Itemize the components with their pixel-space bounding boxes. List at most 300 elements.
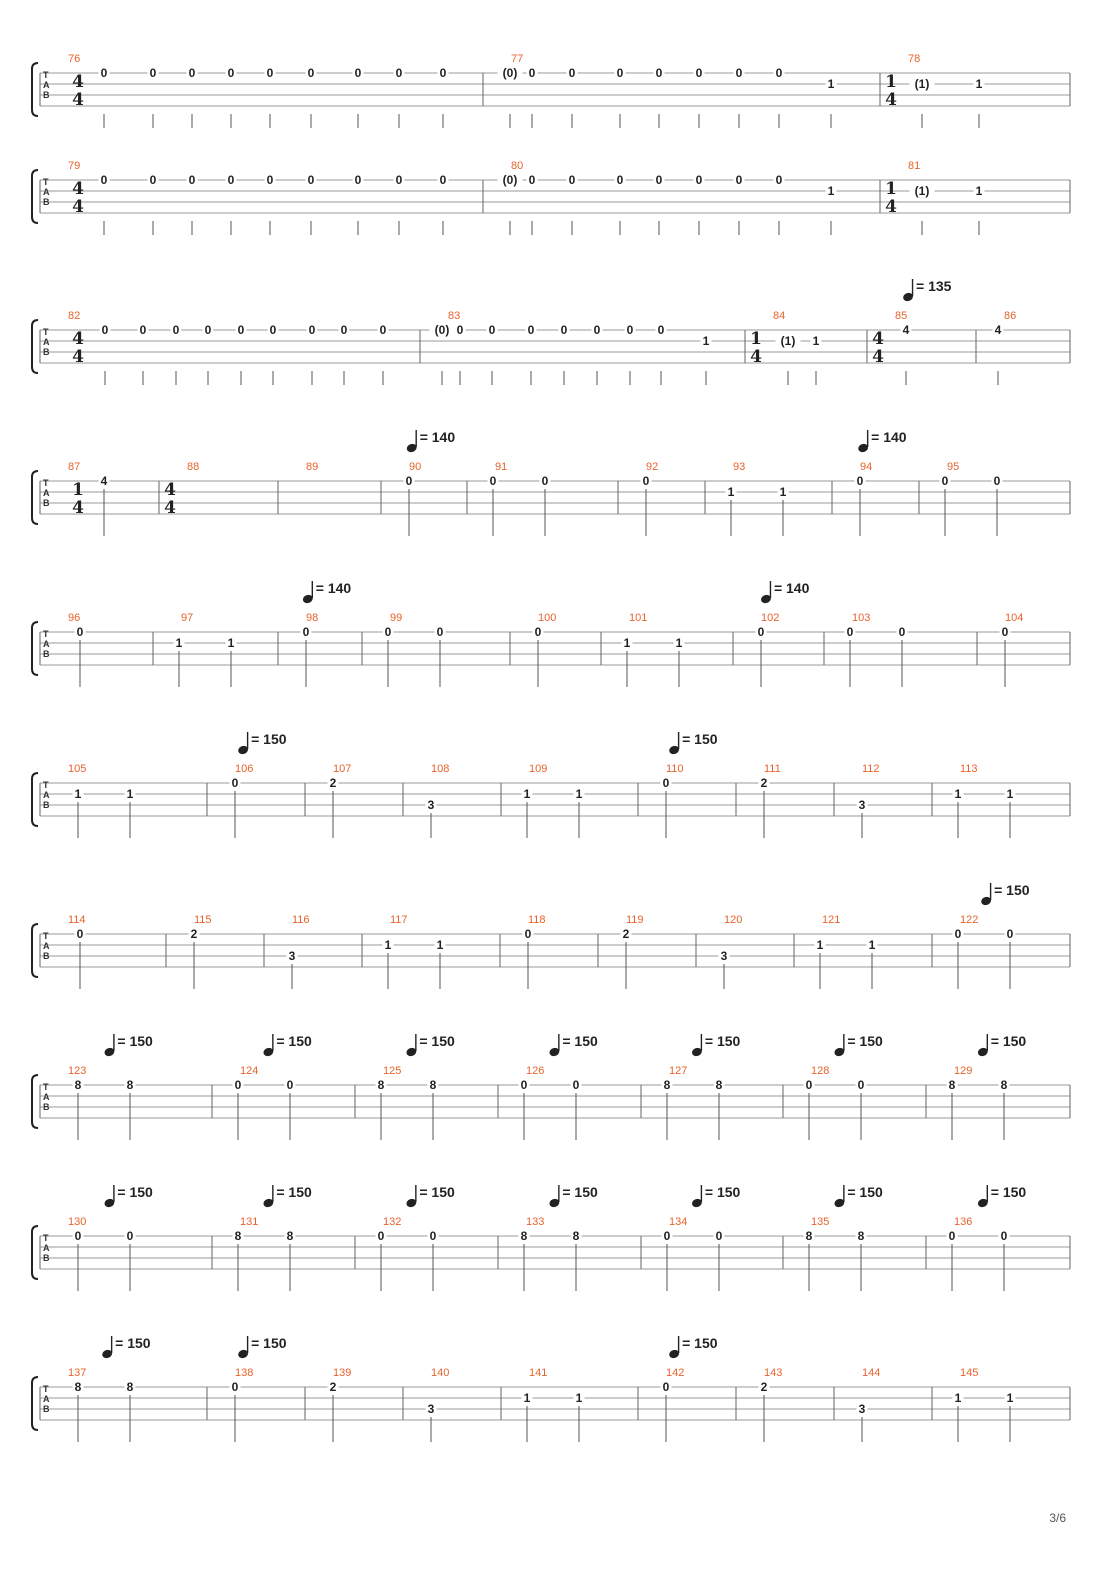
tab-note	[867, 938, 878, 989]
fret-number: (1)	[780, 334, 796, 348]
tempo-value: = 150	[419, 1033, 455, 1049]
measure	[885, 53, 984, 128]
fret-number: 0	[227, 66, 235, 80]
fret-number: 4	[100, 474, 108, 488]
tab-note	[99, 474, 110, 536]
fret-number: 1	[702, 334, 710, 348]
fret-number: 1	[1006, 1391, 1014, 1405]
measure	[857, 1367, 881, 1442]
measure-number: 112	[862, 763, 880, 775]
tab-note	[148, 173, 159, 235]
tab-note	[498, 66, 523, 128]
fret-number: 1	[954, 1391, 962, 1405]
measure-number: 103	[852, 612, 871, 624]
fret-number: 0	[642, 474, 650, 488]
measure-number: 116	[292, 914, 310, 926]
tab-note	[265, 66, 276, 128]
time-signature-top: 1	[750, 329, 762, 349]
fret-number: 0	[695, 66, 703, 80]
tab-note	[1000, 625, 1011, 687]
fret-number: 1	[384, 938, 392, 952]
tempo-value: = 140	[871, 429, 907, 445]
measure-number: 138	[235, 1367, 254, 1379]
tab-note	[435, 625, 446, 687]
measure	[872, 278, 952, 385]
fret-number: 4	[902, 323, 910, 337]
tempo-marking	[977, 1184, 1027, 1208]
measure-number: 88	[187, 461, 200, 473]
measure-number: 114	[68, 914, 86, 926]
tab-note	[759, 1380, 770, 1442]
tab-note	[174, 636, 185, 687]
measure	[498, 160, 837, 235]
fret-number: 1	[954, 787, 962, 801]
tab-clef-letter: T	[43, 1082, 49, 1092]
measure-number: 105	[68, 763, 87, 775]
tempo-marking	[691, 1184, 741, 1208]
tab-note	[694, 173, 705, 235]
time-signature-top: 4	[72, 329, 84, 349]
measure	[498, 53, 837, 128]
measure	[68, 914, 86, 989]
tab-note	[125, 1380, 136, 1442]
tab-note	[527, 173, 538, 235]
measure	[845, 612, 908, 687]
tab-note	[621, 927, 632, 989]
measure	[68, 763, 136, 838]
tab-note	[714, 1078, 725, 1140]
fret-number: 0	[626, 323, 634, 337]
measure	[661, 1335, 718, 1442]
fret-number: 0	[663, 1229, 671, 1243]
system-bracket	[32, 924, 38, 977]
tab-system	[32, 1184, 1070, 1291]
time-signature-top: 4	[72, 72, 84, 92]
measure-number: 104	[1005, 612, 1024, 624]
measure	[68, 1033, 153, 1140]
tempo-value: = 150	[847, 1033, 883, 1049]
tab-note	[1005, 1391, 1016, 1442]
time-signature-bottom: 4	[750, 347, 762, 367]
fret-number: 3	[858, 1402, 866, 1416]
fret-number: 0	[439, 66, 447, 80]
tab-note	[226, 66, 237, 128]
fret-number: 1	[812, 334, 820, 348]
measure-number: 132	[383, 1216, 402, 1228]
fret-number: 0	[528, 173, 536, 187]
tempo-value: = 150	[990, 1033, 1027, 1049]
page-number: 3/6	[1049, 1511, 1066, 1525]
measure	[68, 1335, 151, 1442]
measure-number: 82	[68, 310, 81, 322]
tempo-marking	[548, 1184, 598, 1208]
fret-number: 8	[126, 1078, 134, 1092]
tempo-value: = 150	[682, 731, 718, 747]
measure-number: 101	[629, 612, 648, 624]
tab-note	[654, 66, 665, 128]
tab-note	[694, 66, 705, 128]
fret-number: 1	[523, 787, 531, 801]
measure-number: 79	[68, 160, 81, 172]
tempo-value: = 150	[117, 1184, 153, 1200]
measure-number: 131	[240, 1216, 259, 1228]
fret-number: 0	[308, 323, 316, 337]
fret-number: 8	[520, 1229, 528, 1243]
fret-number: 0	[429, 1229, 437, 1243]
tempo-value: = 150	[990, 1184, 1027, 1200]
fret-number: 0	[857, 1078, 865, 1092]
tab-note	[856, 1229, 867, 1291]
tab-note	[804, 1229, 815, 1291]
tab-note	[125, 787, 136, 838]
measure-number: 120	[724, 914, 743, 926]
measure	[68, 160, 449, 235]
fret-number: 1	[227, 636, 235, 650]
tab-clef-letter: T	[43, 1233, 49, 1243]
measure	[68, 612, 86, 687]
fret-number: 0	[655, 173, 663, 187]
tab-note	[714, 1229, 725, 1291]
tab-system	[32, 1033, 1070, 1140]
tab-note	[189, 927, 200, 989]
tab-system	[32, 429, 1070, 536]
fret-number: 0	[379, 323, 387, 337]
fret-number: 0	[941, 474, 949, 488]
tab-note	[438, 66, 449, 128]
tab-note	[778, 485, 789, 536]
fret-number: 0	[524, 927, 532, 941]
tab-note	[75, 927, 86, 989]
tab-note	[99, 173, 110, 235]
tempo-marking	[760, 580, 810, 604]
tempo-value: = 140	[773, 580, 810, 596]
tab-note	[776, 334, 801, 385]
measure-number: 87	[68, 461, 81, 473]
tab-note	[910, 184, 935, 235]
fret-number: 0	[354, 66, 362, 80]
fret-number: 0	[616, 66, 624, 80]
fret-number: 0	[1001, 625, 1009, 639]
tempo-value: = 150	[704, 1033, 741, 1049]
fret-number: 1	[575, 787, 583, 801]
tab-note	[592, 323, 603, 385]
tab-clef-letter: T	[43, 931, 49, 941]
measure-number: 124	[240, 1065, 259, 1077]
fret-number: 3	[288, 949, 296, 963]
tab-note	[999, 1078, 1010, 1140]
tab-note	[533, 625, 544, 687]
measure-number: 125	[383, 1065, 402, 1077]
measure-number: 80	[511, 160, 524, 172]
tab-note	[574, 787, 585, 838]
tab-note	[559, 323, 570, 385]
tempo-marking	[262, 1184, 312, 1208]
tempo-marking	[668, 731, 718, 755]
fret-number: 1	[575, 1391, 583, 1405]
measure	[383, 914, 446, 989]
fret-number: 0	[384, 625, 392, 639]
fret-number: 8	[572, 1229, 580, 1243]
tab-note	[774, 173, 785, 235]
tempo-marking	[980, 882, 1030, 906]
fret-number: 0	[266, 66, 274, 80]
tab-note	[455, 323, 466, 385]
tab-note	[974, 77, 985, 128]
fret-number: 1	[175, 636, 183, 650]
fret-number: (1)	[914, 184, 930, 198]
tempo-marking	[405, 1033, 455, 1057]
fret-number: 0	[775, 66, 783, 80]
fret-number: 0	[527, 323, 535, 337]
fret-number: 0	[436, 625, 444, 639]
tab-note	[826, 184, 837, 235]
fret-number: 0	[149, 66, 157, 80]
tab-note	[226, 636, 237, 687]
tempo-value: = 150	[276, 1184, 312, 1200]
tab-system	[32, 580, 1070, 687]
tab-note	[992, 474, 1003, 536]
fret-number: 0	[735, 66, 743, 80]
measure	[519, 1033, 598, 1140]
measure-number: 144	[862, 1367, 881, 1379]
tab-clef-letter: A	[43, 337, 50, 347]
tab-note	[378, 323, 389, 385]
tab-clef-letter: B	[43, 347, 50, 357]
measure	[756, 580, 810, 687]
fret-number: 0	[269, 323, 277, 337]
system-bracket	[32, 622, 38, 675]
tab-note	[328, 776, 339, 838]
tempo-marking	[833, 1033, 883, 1057]
tempo-value: = 150	[704, 1184, 741, 1200]
tab-note	[203, 323, 214, 385]
time-signature-bottom: 4	[72, 197, 84, 217]
tab-note	[857, 798, 868, 838]
measure	[661, 731, 718, 838]
tab-clef-letter: B	[43, 90, 50, 100]
tab-clef-letter: B	[43, 498, 50, 508]
tempo-marking	[691, 1033, 741, 1057]
tab-note	[171, 323, 182, 385]
time-signature-top: 4	[72, 179, 84, 199]
fret-number: 0	[188, 173, 196, 187]
tab-note	[487, 323, 498, 385]
measure-number: 92	[646, 461, 659, 473]
tab-clef-letter: B	[43, 197, 50, 207]
tab-clef-letter: B	[43, 951, 50, 961]
measure-number: 142	[666, 1367, 685, 1379]
measure	[189, 914, 212, 989]
fret-number: 2	[190, 927, 198, 941]
tab-note	[947, 1078, 958, 1140]
tab-note	[756, 625, 767, 687]
tempo-marking	[103, 1184, 153, 1208]
system-bracket	[32, 1075, 38, 1128]
fret-number: 8	[948, 1078, 956, 1092]
measure-number: 96	[68, 612, 81, 624]
tab-note	[430, 323, 455, 385]
fret-number: 0	[489, 474, 497, 488]
measure-number: 106	[235, 763, 254, 775]
tab-note	[328, 1380, 339, 1442]
measure-number: 81	[908, 160, 921, 172]
tempo-marking	[101, 1335, 151, 1359]
fret-number: 0	[534, 625, 542, 639]
fret-number: 0	[395, 173, 403, 187]
fret-number: (0)	[502, 66, 518, 80]
tempo-marking	[977, 1033, 1027, 1057]
fret-number: 0	[227, 173, 235, 187]
tempo-marking	[668, 1335, 718, 1359]
measure	[230, 731, 287, 838]
measure	[947, 1184, 1027, 1291]
measure-number: 85	[895, 310, 908, 322]
tab-note	[974, 184, 985, 235]
tempo-value: = 150	[419, 1184, 455, 1200]
system-bracket	[32, 1226, 38, 1279]
fret-number: 0	[76, 625, 84, 639]
fret-number: 8	[429, 1078, 437, 1092]
tab-note	[615, 173, 626, 235]
measure-number: 133	[526, 1216, 545, 1228]
tab-note	[1005, 787, 1016, 838]
tab-note	[953, 1391, 964, 1442]
measure	[621, 914, 644, 989]
fret-number: 0	[307, 66, 315, 80]
measure	[522, 1367, 585, 1442]
fret-number: 4	[994, 323, 1002, 337]
measure	[230, 1335, 287, 1442]
fret-number: 8	[857, 1229, 865, 1243]
fret-number: 0	[775, 173, 783, 187]
fret-number: 2	[329, 1380, 337, 1394]
measure	[68, 310, 389, 385]
measure-number: 128	[811, 1065, 830, 1077]
measure	[376, 1184, 455, 1291]
fret-number: 3	[858, 798, 866, 812]
tempo-value: = 150	[117, 1033, 153, 1049]
measure	[426, 1367, 450, 1442]
tab-note	[306, 66, 317, 128]
measure-number: 90	[409, 461, 422, 473]
measure-number: 77	[511, 53, 524, 65]
measure	[523, 914, 546, 989]
tab-note	[125, 1078, 136, 1140]
tab-note	[73, 1229, 84, 1291]
tab-note	[287, 949, 298, 989]
measure-number: 93	[733, 461, 746, 473]
fret-number: 8	[286, 1229, 294, 1243]
time-signature-top: 4	[164, 480, 176, 500]
measure-number: 143	[764, 1367, 783, 1379]
tab-note	[571, 1229, 582, 1291]
measure	[719, 914, 743, 989]
measure	[940, 461, 1003, 536]
tab-clef-letter: T	[43, 177, 49, 187]
tab-note	[426, 1402, 437, 1442]
tab-note	[811, 334, 822, 385]
tempo-value: = 150	[562, 1033, 598, 1049]
time-signature-bottom: 4	[72, 498, 84, 518]
tab-note	[187, 66, 198, 128]
measure-number: 145	[960, 1367, 979, 1379]
fret-number: 0	[395, 66, 403, 80]
tempo-value: = 150	[682, 1335, 718, 1351]
tempo-marking	[833, 1184, 883, 1208]
tab-clef-letter: A	[43, 1243, 50, 1253]
tab-note	[383, 625, 394, 687]
measure-number: 107	[333, 763, 352, 775]
tab-note	[339, 323, 350, 385]
time-signature-top: 4	[872, 329, 884, 349]
tab-note	[233, 1078, 244, 1140]
time-signature-bottom: 4	[72, 90, 84, 110]
tab-note	[285, 1078, 296, 1140]
tab-note	[187, 173, 198, 235]
tab-note	[526, 323, 537, 385]
fret-number: 0	[520, 1078, 528, 1092]
tab-note	[734, 173, 745, 235]
fret-number: 0	[528, 66, 536, 80]
fret-number: 0	[1006, 927, 1014, 941]
measure	[533, 612, 557, 687]
tempo-marking	[902, 278, 952, 302]
tab-note	[726, 485, 737, 536]
fret-number: 0	[139, 323, 147, 337]
measure	[68, 461, 110, 536]
tab-clef-letter: T	[43, 629, 49, 639]
measure-number: 113	[960, 763, 978, 775]
tempo-marking	[406, 429, 456, 453]
tempo-value: = 150	[276, 1033, 312, 1049]
fret-number: 1	[523, 1391, 531, 1405]
tab-note	[953, 787, 964, 838]
fret-number: 0	[126, 1229, 134, 1243]
fret-number: 1	[975, 77, 983, 91]
measure-number: 108	[431, 763, 450, 775]
fret-number: 8	[74, 1078, 82, 1092]
tab-note	[855, 474, 866, 536]
fret-number: 0	[101, 323, 109, 337]
measure-number: 99	[390, 612, 403, 624]
tab-note	[661, 776, 672, 838]
measure	[953, 1367, 1016, 1442]
measure-number: 91	[495, 461, 508, 473]
fret-number: 0	[302, 625, 310, 639]
time-signature-bottom: 4	[885, 90, 897, 110]
measure	[815, 914, 878, 989]
tab-note	[428, 1078, 439, 1140]
measure	[68, 53, 449, 128]
tab-clef-letter: T	[43, 327, 49, 337]
fret-number: 0	[354, 173, 362, 187]
measure-number: 118	[528, 914, 546, 926]
fret-number: 0	[1000, 1229, 1008, 1243]
fret-number: 0	[188, 66, 196, 80]
tab-note	[662, 1229, 673, 1291]
tab-note	[901, 323, 912, 385]
fret-number: 1	[675, 636, 683, 650]
fret-number: 0	[231, 1380, 239, 1394]
fret-number: 2	[622, 927, 630, 941]
measure	[857, 763, 880, 838]
tab-note	[567, 66, 578, 128]
tab-note	[230, 1380, 241, 1442]
fret-number: 0	[234, 1078, 242, 1092]
system-bracket	[32, 320, 38, 373]
fret-number: 0	[846, 625, 854, 639]
measure	[804, 1033, 883, 1140]
